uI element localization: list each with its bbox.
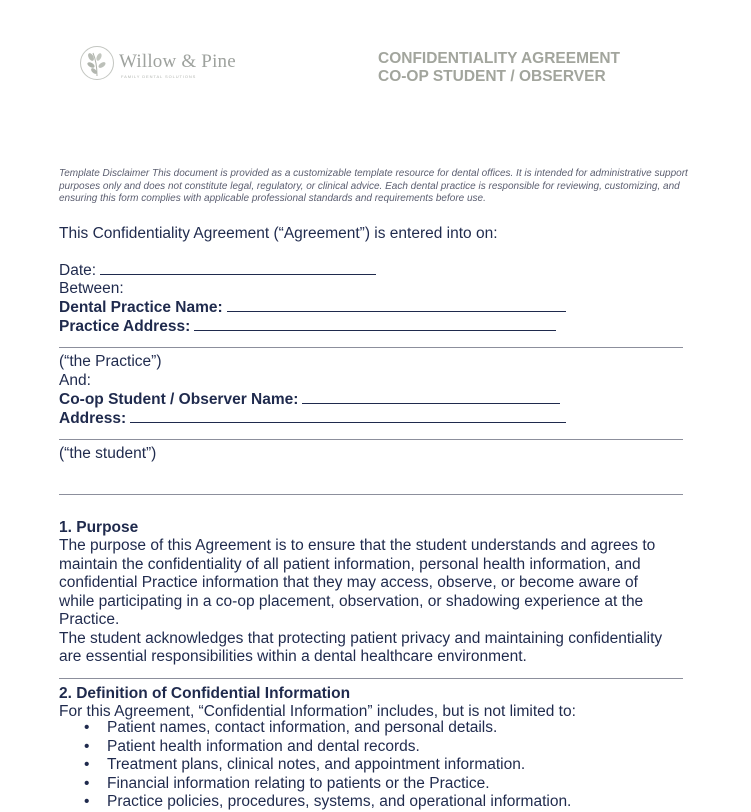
bullet: • bbox=[84, 774, 90, 792]
list-item-text: Practice policies, procedures, systems, and operational information. bbox=[107, 793, 572, 811]
intro-text: This Confidentiality Agreement (“Agreement”) is entered into on: bbox=[59, 225, 498, 242]
logo-name: Willow & Pine bbox=[119, 51, 236, 72]
the-practice-label: (“the Practice”) bbox=[59, 353, 162, 370]
practice-address-label: Practice Address: bbox=[59, 318, 191, 335]
section-1-line: while participating in a co-op placement, observation, or shadowing experience at the bbox=[59, 592, 644, 610]
practice-address-blank[interactable] bbox=[194, 317, 556, 331]
confidential-info-list bbox=[59, 719, 571, 812]
document-title bbox=[378, 50, 620, 86]
bullet: • bbox=[84, 756, 90, 774]
section-1-heading: 1. Purpose bbox=[59, 519, 139, 536]
section-2-heading: 2. Definition of Confidential Information bbox=[59, 685, 351, 702]
section-1-line: are essential responsibilities within a dental healthcare environment. bbox=[59, 648, 527, 665]
date-row bbox=[59, 261, 376, 281]
between-label: Between: bbox=[59, 280, 124, 297]
title-line-1: CONFIDENTIALITY AGREEMENT bbox=[378, 50, 620, 67]
list-item-text: Treatment plans, clinical notes, and appointment information. bbox=[107, 756, 526, 774]
student-name-blank[interactable] bbox=[302, 390, 560, 404]
practice-name-row bbox=[59, 298, 566, 318]
divider bbox=[59, 347, 683, 348]
section-1-body bbox=[59, 537, 689, 667]
divider bbox=[59, 439, 683, 440]
section-1-line: maintain the confidentiality of all patient information, personal health information, and bbox=[59, 555, 641, 573]
list-item bbox=[59, 756, 571, 775]
logo-tagline: FAMILY DENTAL SOLUTIONS bbox=[121, 74, 197, 79]
date-blank[interactable] bbox=[100, 261, 376, 275]
list-item bbox=[59, 738, 571, 757]
section-2-intro: For this Agreement, “Confidential Information” includes, but is not limited to: bbox=[59, 703, 576, 720]
the-student-label: (“the student”) bbox=[59, 445, 157, 462]
logo bbox=[79, 45, 239, 85]
section-1-line: confidential Practice information that they may access, observe, or become aware of bbox=[59, 574, 638, 591]
template-disclaimer: Template Disclaimer This document is provided as a customizable template resource for dental offices. It is intended for administrative support purposes only and does not constitute legal, regulatory, or clinical advice. Each dental practice is responsible for reviewing, customizing, and ensuring this form complies with applicable professional standards and requirements before use. bbox=[59, 168, 688, 205]
practice-name-blank[interactable] bbox=[227, 298, 566, 312]
list-item bbox=[59, 793, 571, 812]
leaf-logo-icon bbox=[79, 45, 115, 81]
bullet: • bbox=[84, 793, 90, 811]
address-label: Address: bbox=[59, 410, 127, 427]
practice-address-row bbox=[59, 317, 556, 337]
list-item-text: Patient names, contact information, and personal details. bbox=[107, 719, 498, 736]
list-item bbox=[59, 775, 571, 794]
list-item-text: Financial information relating to patients or the Practice. bbox=[107, 774, 490, 792]
section-1-line: Practice. bbox=[59, 611, 120, 628]
bullet: • bbox=[84, 719, 90, 736]
list-item bbox=[59, 719, 571, 738]
divider bbox=[59, 678, 683, 679]
bullet: • bbox=[84, 737, 90, 755]
section-1-line: The student acknowledges that protecting patient privacy and maintaining confidentiality bbox=[59, 629, 663, 647]
and-label: And: bbox=[59, 372, 91, 389]
list-item-text: Patient health information and dental records. bbox=[107, 737, 420, 755]
divider bbox=[59, 494, 683, 495]
address-row bbox=[59, 409, 566, 429]
student-name-row bbox=[59, 390, 560, 410]
title-line-2: CO-OP STUDENT / OBSERVER bbox=[378, 68, 606, 85]
address-blank[interactable] bbox=[130, 409, 566, 423]
date-label: Date: bbox=[59, 262, 97, 279]
section-1-line: The purpose of this Agreement is to ensure that the student understands and agrees to bbox=[59, 537, 656, 554]
student-name-label: Co-op Student / Observer Name: bbox=[59, 391, 299, 408]
practice-name-label: Dental Practice Name: bbox=[59, 299, 223, 316]
